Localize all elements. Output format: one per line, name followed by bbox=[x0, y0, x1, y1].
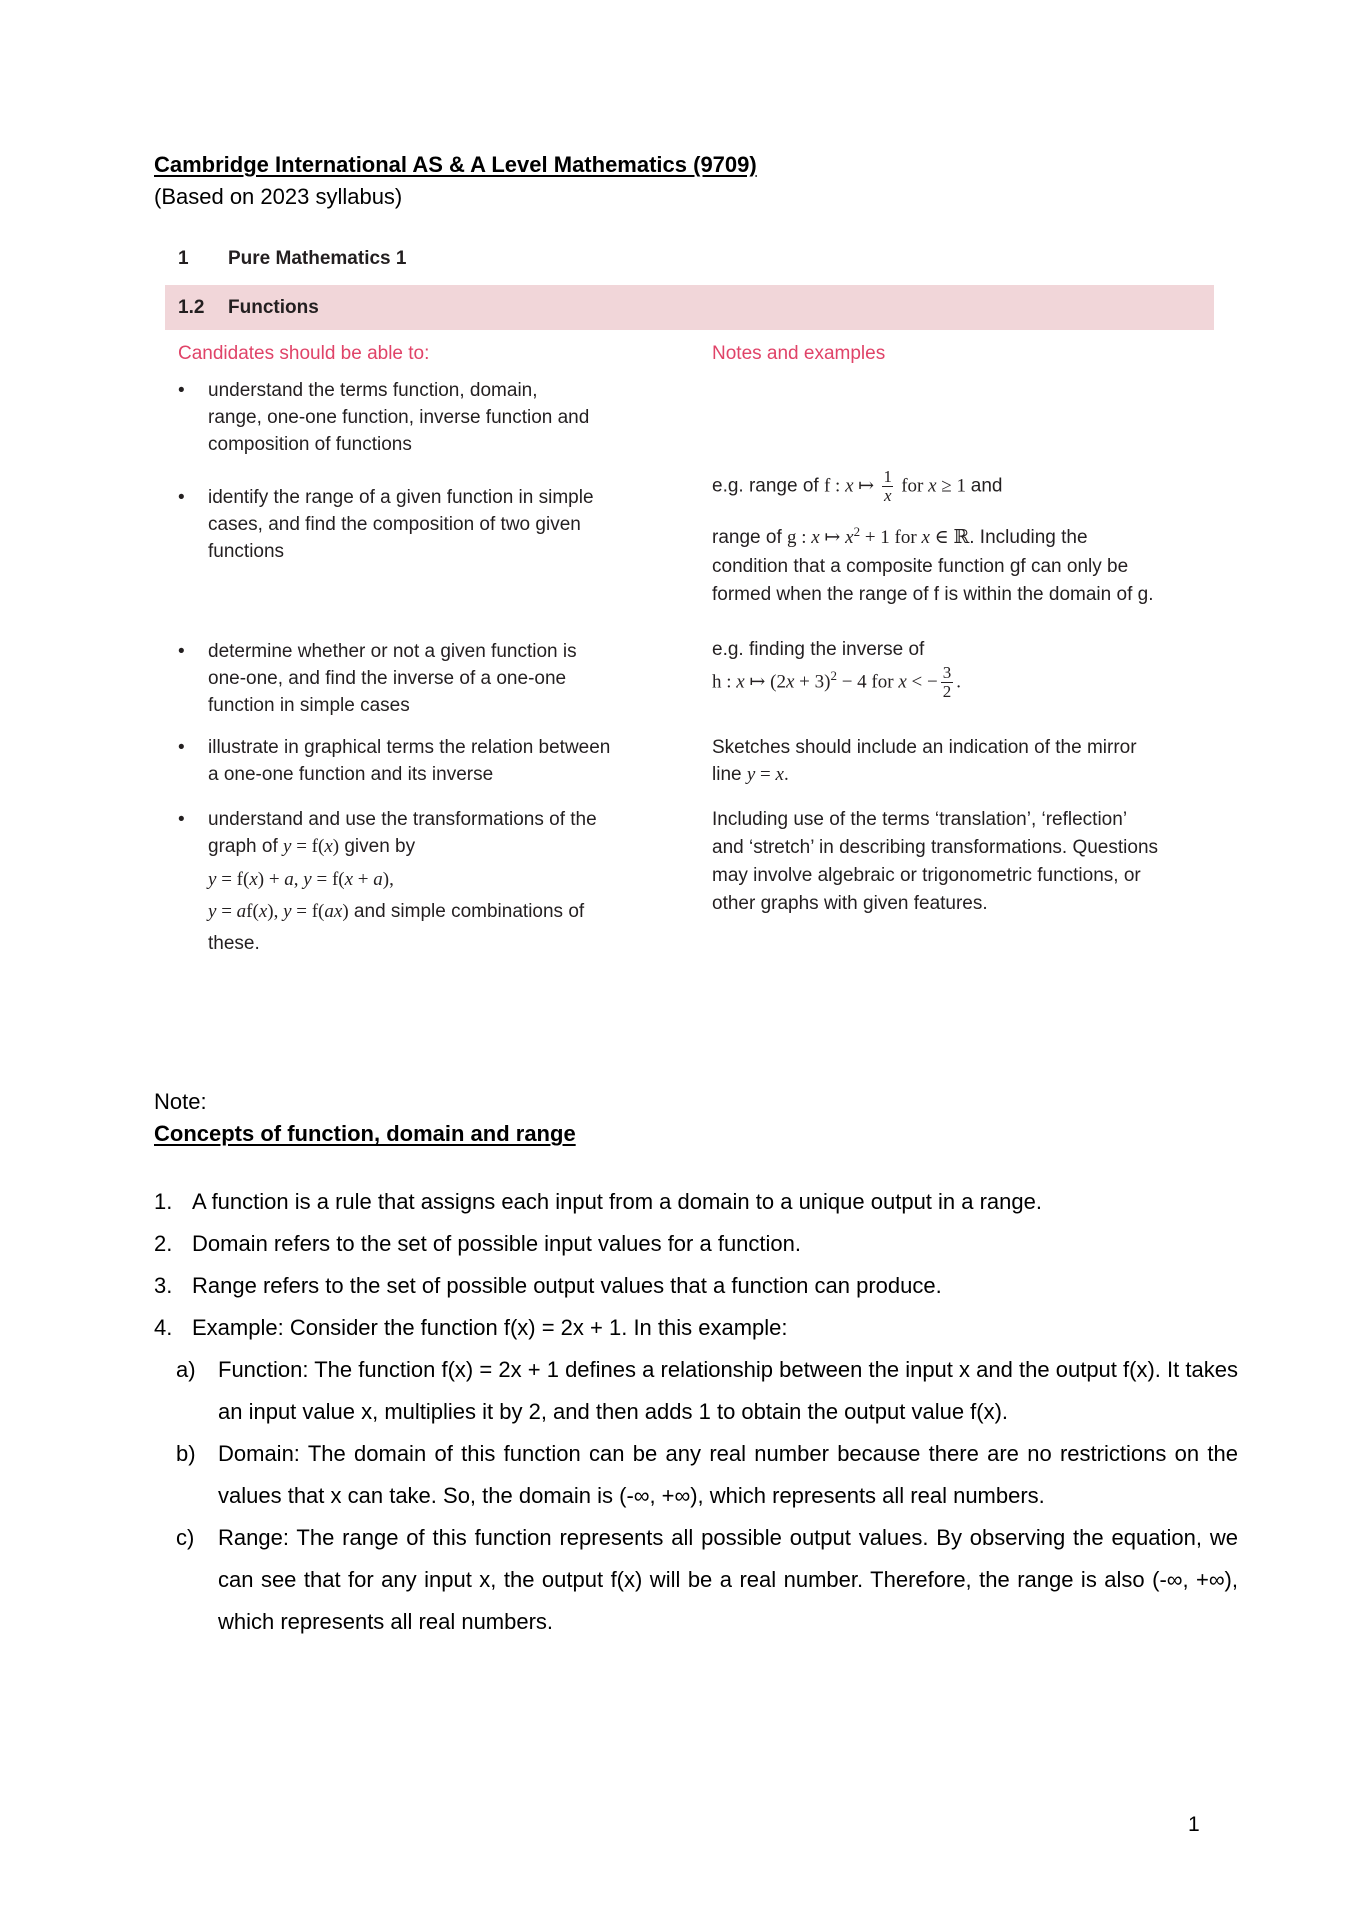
section-heading bbox=[178, 248, 406, 270]
note-mirror-line: Sketches should include an indication of the mirror line y = x. bbox=[712, 737, 1137, 785]
note-example-range-g: range of g : x ↦ $x^2 + 1$ for x ∈ ℝ. Including the condition that a composite function gf can only be formed when the range of f is within the domain of g. bbox=[712, 524, 1154, 605]
sub-item-c bbox=[176, 1517, 1238, 1643]
item-number: 3. bbox=[154, 1273, 173, 1298]
objective-item-4 bbox=[178, 734, 708, 788]
concepts-list bbox=[154, 1181, 1238, 1643]
bullet-icon: • bbox=[178, 380, 185, 401]
note-label: Note: bbox=[154, 1089, 207, 1114]
notes-column-header: Notes and examples bbox=[712, 343, 886, 364]
objective-item-3 bbox=[178, 638, 708, 719]
sub-item-text: Range: The range of this function represents all possible output values. By observing the equation, we can see that for any input x, the output f(x) will be a real number. Therefore, the range is also (-∞, +∞), which represents all real numbers. bbox=[218, 1525, 1238, 1634]
subsection-banner bbox=[165, 285, 1214, 330]
note-heading: Concepts of function, domain and range bbox=[154, 1121, 576, 1146]
bullet-icon: • bbox=[178, 809, 185, 830]
document-title: Cambridge International AS & A Level Mathematics (9709) bbox=[154, 152, 757, 177]
document-subtitle: (Based on 2023 syllabus) bbox=[154, 184, 403, 209]
objective-item-5-formulas: y = f(x) + a, y = f(x + a), y = af(x), y = f(ax) and simple combinations of these. bbox=[208, 869, 585, 954]
sub-item-text: Function: The function f(x) = 2x + 1 defines a relationship between the input x and the output f(x). It takes an input value x, multiplies it by 2, and then adds 1 to obtain the output value f(x). bbox=[218, 1357, 1238, 1424]
bullet-icon: • bbox=[178, 487, 185, 508]
item-number: 2. bbox=[154, 1231, 173, 1256]
objective-item-5 bbox=[178, 806, 708, 860]
subsection-number: 1.2 bbox=[178, 296, 205, 318]
objective-text: understand and use the transformations of the graph of y = f(x) given by bbox=[208, 809, 597, 857]
objective-text: determine whether or not a given function is one-one, and find the inverse of a one-one function in simple cases bbox=[208, 641, 577, 716]
objective-item-2 bbox=[178, 484, 708, 565]
note-transformations: Including use of the terms ‘translation’, ‘reflection’ and ‘stretch’ in describing transformations. Questions may involve algebraic or trigonometric functions, or other graphs with given features. bbox=[712, 809, 1159, 914]
sub-item-text: Domain: The domain of this function can be any real number because there are no restrictions on the values that x can take. So, the domain is (-∞, +∞), which represents all real numbers. bbox=[218, 1441, 1238, 1508]
section-number: 1 bbox=[178, 248, 189, 269]
list-item-4 bbox=[154, 1307, 1238, 1349]
note-inverse-formula: h : x ↦ $(2x + 3)^2 - 4$ for x < − $\frac{3}{2}$ . bbox=[712, 663, 961, 701]
item-text: Range refers to the set of possible output values that a function can produce. bbox=[192, 1273, 942, 1298]
sub-item-marker: a) bbox=[176, 1357, 196, 1382]
objective-text: identify the range of a given function in simple cases, and find the composition of two given functions bbox=[208, 487, 594, 562]
objective-item-1 bbox=[178, 377, 708, 458]
sub-item-b bbox=[176, 1433, 1238, 1517]
item-number: 1. bbox=[154, 1189, 173, 1214]
item-text: A function is a rule that assigns each input from a domain to a unique output in a range. bbox=[192, 1189, 1042, 1214]
list-item-3 bbox=[154, 1265, 1238, 1307]
page-number: 1 bbox=[1188, 1813, 1200, 1836]
item-text: Example: Consider the function f(x) = 2x + 1. In this example: bbox=[192, 1315, 788, 1340]
bullet-icon: • bbox=[178, 737, 185, 758]
note-inverse-intro: e.g. finding the inverse of bbox=[712, 639, 925, 660]
objective-text: illustrate in graphical terms the relation between a one-one function and its inverse bbox=[208, 737, 611, 785]
sub-item-marker: c) bbox=[176, 1525, 195, 1550]
note-example-range-f: e.g. range of f : x ↦ $\frac{1}{x}$ for x ≥ 1 and bbox=[712, 467, 1003, 505]
objective-text: understand the terms function, domain, range, one-one function, inverse function and composition of functions bbox=[208, 380, 590, 455]
sub-item-a bbox=[176, 1349, 1238, 1433]
item-number: 4. bbox=[154, 1315, 173, 1340]
list-item-2 bbox=[154, 1223, 1238, 1265]
bullet-icon: • bbox=[178, 641, 185, 662]
section-title: Pure Mathematics 1 bbox=[228, 248, 407, 269]
objectives-column-header: Candidates should be able to: bbox=[178, 343, 430, 364]
subsection-title: Functions bbox=[228, 296, 319, 318]
list-item-1 bbox=[154, 1181, 1238, 1223]
sub-item-marker: b) bbox=[176, 1441, 196, 1466]
item-text: Domain refers to the set of possible input values for a function. bbox=[192, 1231, 801, 1256]
